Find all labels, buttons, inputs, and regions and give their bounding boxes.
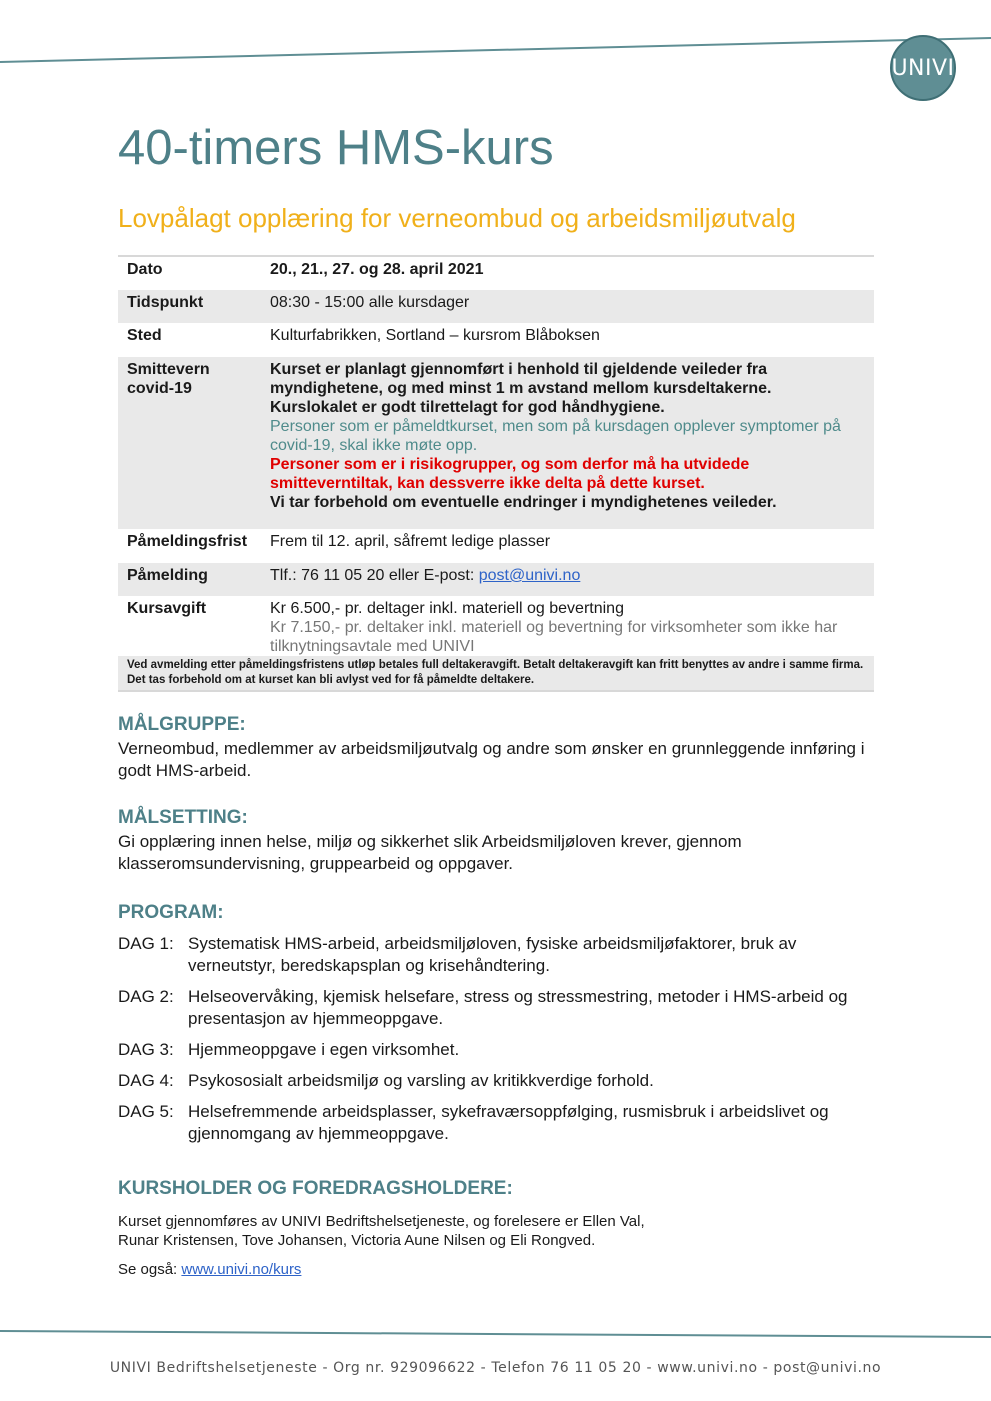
- label-smittevern: [118, 357, 270, 529]
- value-frist: Frem til 12. april, såfremt ledige plasser: [270, 533, 551, 550]
- section-kursholder: [118, 1178, 878, 1279]
- day-text: Helsefremmende arbeidsplasser, sykefraværsoppfølging, rusmisbruk i arbeidslivet og gjennomgang av hjemmeoppgave.: [188, 1102, 829, 1143]
- label-frist: Påmeldingsfrist: [127, 533, 248, 550]
- label-smittevern-line2: covid-19: [127, 380, 192, 397]
- courses-link[interactable]: www.univi.no/kurs: [181, 1261, 302, 1278]
- malsetting-text: Gi opplæring innen helse, miljø og sikkerhet slik Arbeidsmiljøloven krever, gjennom klasseromsundervisning, gruppearbeid og oppgaver.: [118, 832, 742, 873]
- pamelding-phone: Tlf.: 76 11 05 20 eller E-post:: [270, 567, 479, 584]
- day-label: DAG 2:: [118, 987, 174, 1006]
- label-tidspunkt: Tidspunkt: [118, 290, 270, 323]
- smittevern-symptoms: Personer som er påmeldtkurset, men som på kursdagen opplever symptomer på covid-19, skal ikke møte opp.: [270, 418, 841, 454]
- footer-text: UNIVI Bedriftshelsetjeneste - Org nr. 929096622 - Telefon 76 11 05 20 - www.univi.no - post@univi.no: [109, 1360, 882, 1376]
- email-link[interactable]: post@univi.no: [478, 567, 581, 584]
- logo-text: UNIVI: [891, 55, 955, 81]
- day-label: DAG 1:: [118, 934, 174, 953]
- price-member: Kr 6.500,- pr. deltager inkl. materiell og bevertning: [270, 600, 624, 617]
- value-pamelding: [270, 563, 874, 596]
- row-pamelding: [118, 563, 874, 596]
- day-label: DAG 5:: [118, 1102, 174, 1121]
- kursholder-heading: KURSHOLDER OG FOREDRAGSHOLDERE:: [118, 1178, 513, 1199]
- row-smittevern: [118, 357, 874, 529]
- day-text: Psykososialt arbeidsmiljø og varsling av kritikkverdige forhold.: [188, 1071, 654, 1090]
- value-tidspunkt: 08:30 - 15:00 alle kursdager: [270, 290, 874, 323]
- page-title: 40-timers HMS-kurs: [118, 121, 554, 175]
- day-label: DAG 3:: [118, 1040, 174, 1059]
- value-dato: 20., 21., 27. og 28. april 2021: [270, 256, 874, 290]
- program-day: [118, 986, 863, 1030]
- label-dato: Dato: [118, 256, 270, 290]
- malgruppe-heading: MÅLGRUPPE:: [118, 714, 246, 735]
- row-cancellation: [118, 656, 874, 691]
- program-day: [118, 1039, 863, 1061]
- program-day: [118, 1101, 863, 1145]
- label-smittevern-line1: Smittevern: [127, 361, 210, 378]
- label-kursavgift: Kursavgift: [127, 600, 207, 617]
- value-smittevern: [270, 357, 874, 529]
- malgruppe-text: Verneombud, medlemmer av arbeidsmiljøutvalg og andre som ønsker en grunnleggende innføring i godt HMS-arbeid.: [118, 739, 865, 780]
- see-also-label: Se også:: [118, 1261, 182, 1278]
- smittevern-guideline: Kurset er planlagt gjennomført i henhold til gjeldende veileder fra myndighetene, og med minst 1 m avstand mellom kursdeltakerne. Kurslokalet er godt tilrettelagt for god håndhygiene.: [270, 361, 772, 416]
- smittevern-reservation: Vi tar forbehold om eventuelle endringer i myndighetenes veileder.: [270, 494, 777, 511]
- malsetting-heading: MÅLSETTING:: [118, 807, 248, 828]
- label-pamelding: Påmelding: [118, 563, 270, 596]
- day-label: DAG 4:: [118, 1071, 174, 1090]
- kursholder-line2: Runar Kristensen, Tove Johansen, Victoria Aune Nilsen og Eli Rongved.: [118, 1232, 596, 1249]
- day-text: Systematisk HMS-arbeid, arbeidsmiljøloven, fysiske arbeidsmiljøfaktorer, bruk av verneutstyr, beredskapsplan og krisehåndtering.: [188, 934, 797, 975]
- price-other: Kr 7.150,- pr. deltaker inkl. materiell og bevertning for virksomheter som ikke har tilknytningsavtale med UNIVI: [270, 619, 838, 655]
- row-kursavgift: [118, 596, 874, 656]
- course-info-table: [118, 255, 874, 692]
- row-frist: [118, 529, 874, 563]
- cancellation-note: Ved avmelding etter påmeldingsfristens utløp betales full deltakeravgift. Betalt deltakeravgift kan fritt benyttes av andre i samme firma. Det tas forbehold om at kurset kan bli avlyst ved for få påmeldte deltakere.: [118, 656, 874, 691]
- program-heading: PROGRAM:: [118, 902, 224, 923]
- see-also: [118, 1260, 878, 1279]
- program-day: [118, 1070, 863, 1092]
- row-sted: [118, 323, 874, 357]
- univi-logo: [890, 35, 956, 101]
- day-text: Hjemmeoppgave i egen virksomhet.: [188, 1040, 460, 1059]
- footer-rule: [0, 1328, 991, 1340]
- value-kursavgift: [270, 596, 874, 656]
- value-sted: Kulturfabrikken, Sortland – kursrom Blåboksen: [270, 327, 600, 344]
- header-rule: [0, 0, 991, 80]
- day-text: Helseovervåking, kjemisk helsefare, stress og stressmestring, metoder i HMS-arbeid og presentasjon av hjemmeoppgave.: [188, 987, 848, 1028]
- section-malgruppe: [118, 714, 878, 782]
- label-sted: Sted: [127, 327, 162, 344]
- program-day: [118, 933, 863, 977]
- kursholder-line1: Kurset gjennomføres av UNIVI Bedriftshelsetjeneste, og forelesere er Ellen Val,: [118, 1213, 645, 1230]
- section-malsetting: [118, 807, 878, 875]
- page-subtitle: Lovpålagt opplæring for verneombud og arbeidsmiljøutvalg: [118, 203, 796, 233]
- row-dato: [118, 256, 874, 290]
- smittevern-risk-warning: Personer som er i risikogrupper, og som derfor må ha utvidede smitteverntiltak, kan dessverre ikke delta på dette kurset.: [270, 456, 750, 492]
- row-tidspunkt: [118, 290, 874, 323]
- section-program: [118, 902, 863, 1154]
